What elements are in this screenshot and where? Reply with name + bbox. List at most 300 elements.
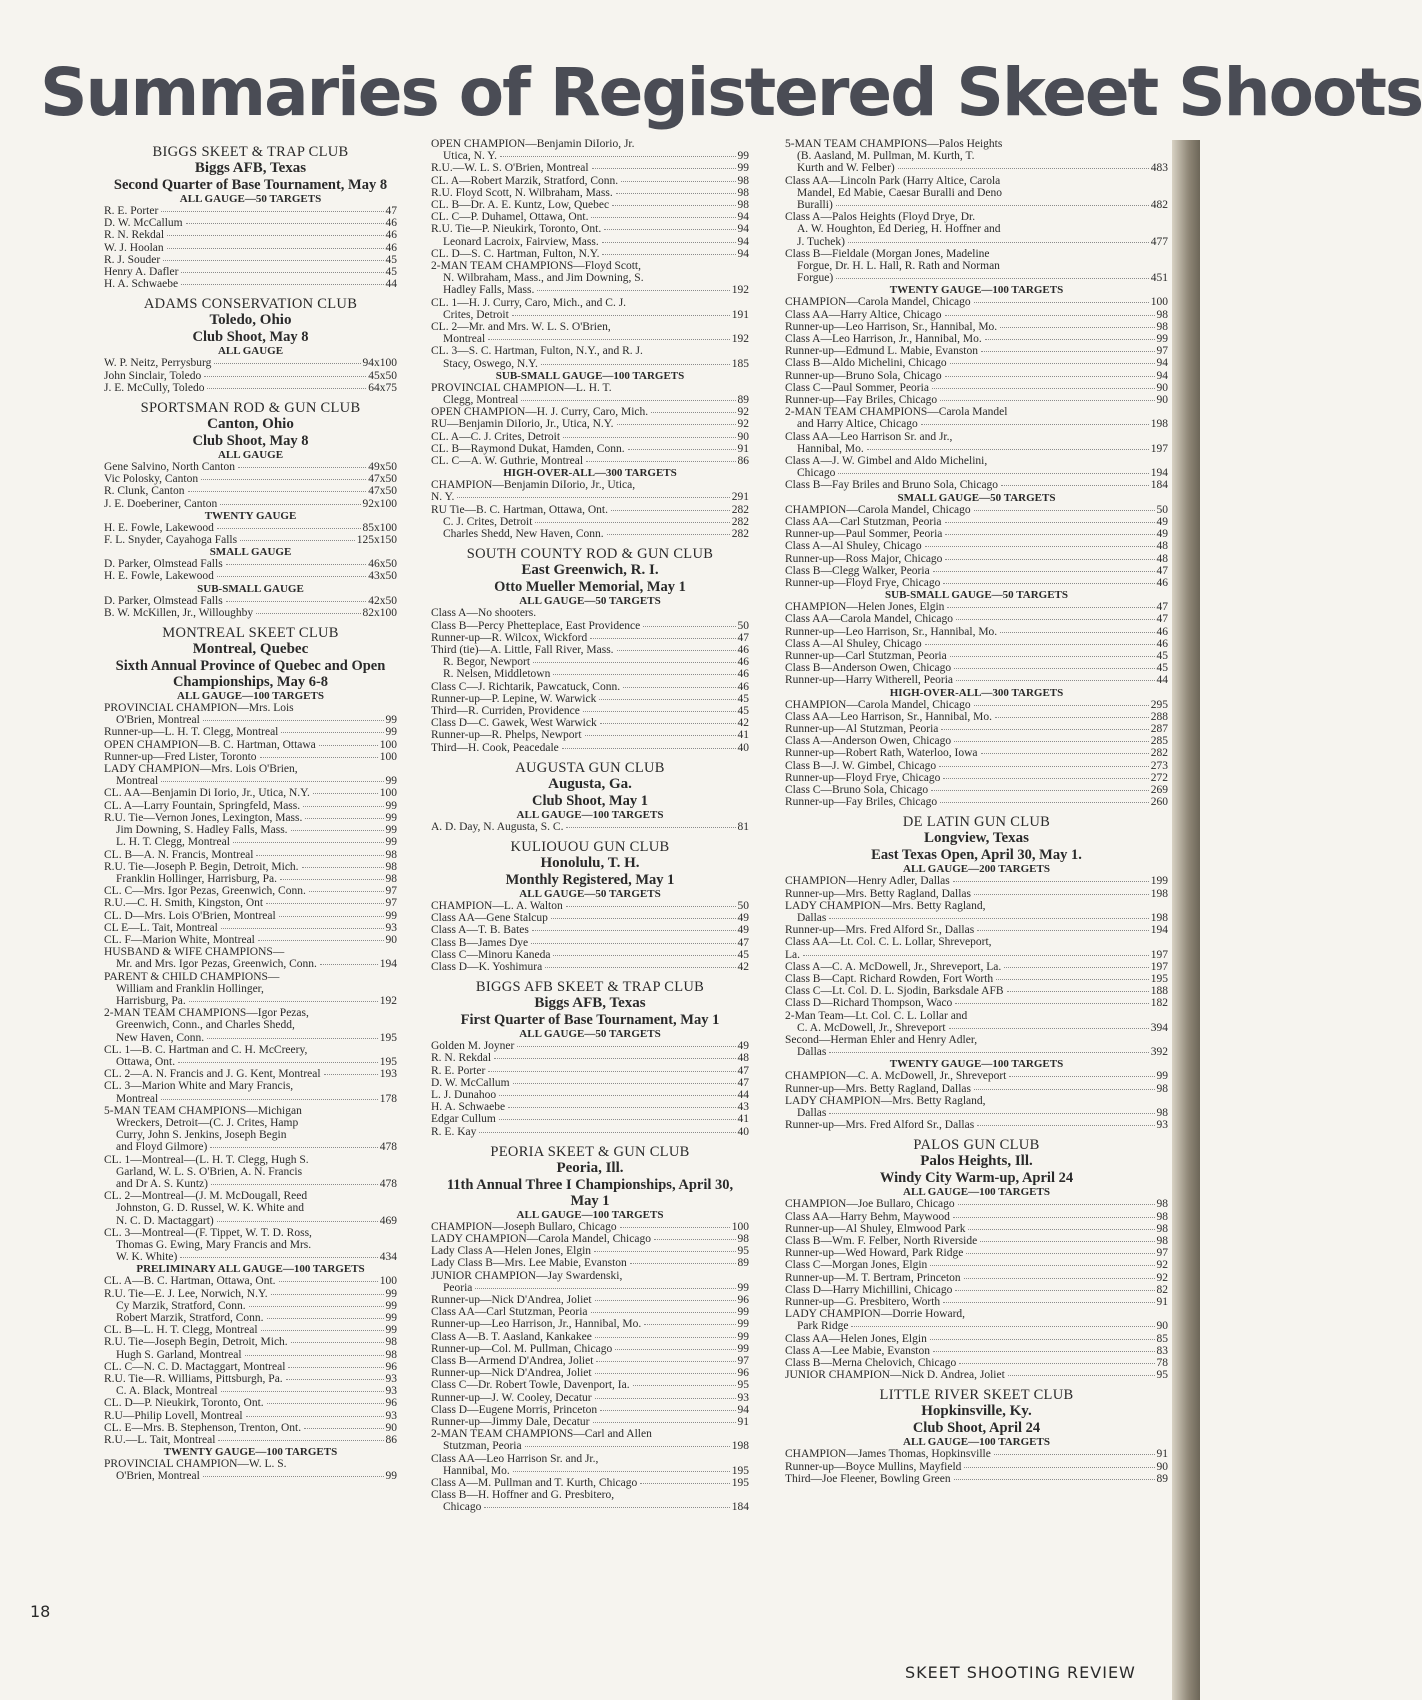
score: 90: [1156, 394, 1168, 407]
dot-leader: [602, 242, 736, 243]
dot-leader: [537, 290, 729, 291]
shooter-name: Class AA—Carl Stutzman, Peoria: [785, 515, 942, 528]
result-line: CL. 3—Marion White and Mary Francis,: [104, 1080, 294, 1093]
shooter-name: CL. B—Raymond Dukat, Hamden, Conn.: [431, 442, 625, 455]
dot-leader: [246, 1416, 384, 1417]
dot-leader: [930, 1339, 1155, 1340]
dot-leader: [836, 205, 1149, 206]
dot-leader: [836, 278, 1149, 279]
score: 44: [385, 278, 397, 291]
shooter-name: CL. D—P. Nieukirk, Toronto, Ont.: [104, 1397, 264, 1410]
result-row: [431, 1101, 749, 1113]
dot-leader: [309, 891, 384, 892]
score: 98: [385, 860, 397, 873]
result-row: [431, 1306, 749, 1318]
shooter-name: CHAMPION—Joe Bullaro, Chicago: [785, 1198, 955, 1211]
shooter-name: Charles Shedd, New Haven, Conn.: [443, 528, 604, 541]
result-line: LADY CHAMPION—Mrs. Lois O'Brien,: [104, 763, 298, 776]
shooter-name: Park Ridge: [797, 1320, 849, 1333]
gauge-category: ALL GAUGE—100 TARGETS: [903, 1436, 1050, 1449]
gauge-category: SUB-SMALL GAUGE—50 TARGETS: [885, 589, 1068, 602]
result-row: [431, 150, 749, 162]
club-name: PEORIA SKEET & GUN CLUB: [490, 1143, 690, 1160]
dot-leader: [319, 745, 378, 746]
shooter-name: Runner-up—Leo Harrison, Sr., Hannibal, Mo.: [785, 625, 998, 638]
score: 99: [385, 824, 397, 837]
dot-leader: [977, 930, 1149, 931]
shooter-name: Dallas: [797, 911, 827, 924]
result-line: JUNIOR CHAMPION—Jay Swardenski,: [431, 1269, 623, 1282]
score: 46: [385, 241, 397, 254]
score: 44: [1156, 674, 1168, 687]
dot-leader: [994, 1454, 1155, 1455]
score: 91: [1156, 1448, 1168, 1461]
shooter-name: OPEN CHAMPION—B. C. Hartman, Ottawa: [104, 738, 316, 751]
result-row: [785, 1320, 1168, 1332]
dot-leader: [221, 1391, 384, 1392]
result-row: [431, 620, 749, 632]
dot-leader: [617, 424, 736, 425]
shooter-name: C. A. McDowell, Jr., Shreveport: [797, 1021, 946, 1034]
result-row: [431, 443, 749, 455]
dot-leader: [245, 1355, 384, 1356]
dot-leader: [981, 753, 1149, 754]
gauge-category: TWENTY GAUGE—100 TARGETS: [163, 1446, 338, 1459]
result-row: [431, 961, 749, 973]
result-row: [431, 1440, 749, 1452]
score: 82x100: [362, 606, 397, 619]
dot-leader: [260, 757, 378, 758]
score: 97: [737, 1355, 749, 1368]
club-section: [431, 979, 749, 1138]
result-row: [785, 540, 1168, 552]
score: 94x100: [362, 357, 397, 370]
club-section: [431, 1144, 749, 1514]
score: 90: [1156, 1460, 1168, 1473]
score: 90: [1156, 1320, 1168, 1333]
dot-leader: [940, 802, 1149, 803]
event-title: Otto Mueller Memorial, May 1: [494, 579, 686, 596]
dot-leader: [591, 217, 735, 218]
club-section: [104, 296, 397, 394]
score: 195: [1150, 972, 1168, 985]
shooter-name: Class C—Lt. Col. D. L. Sjodin, Barksdale AFB: [785, 985, 1004, 998]
shooter-name: Stutzman, Peoria: [443, 1440, 522, 1453]
shooter-name: Third (tie)—A. Little, Fall River, Mass.: [431, 643, 614, 656]
shooter-name: Class AA—Leo Harrison, Sr., Hannibal, Mo.: [785, 710, 992, 723]
result-row: [785, 650, 1168, 662]
dot-leader: [604, 229, 735, 230]
result-row: [431, 309, 749, 321]
event-title: Second Quarter of Base Tournament, May 8: [113, 177, 388, 193]
shooter-name: Class AA—Gene Stalcup: [431, 912, 548, 925]
dot-leader: [595, 1337, 736, 1338]
shooter-name: CHAMPION—Carola Mandel, Chicago: [785, 296, 971, 309]
score: 99: [1156, 333, 1168, 346]
shooter-name: Vic Polosky, Canton: [104, 473, 199, 486]
score: 99: [385, 726, 397, 739]
dot-leader: [525, 1446, 730, 1447]
dot-leader: [931, 790, 1149, 791]
dot-leader: [288, 1367, 383, 1368]
dot-leader: [531, 943, 735, 944]
score: 43x50: [368, 570, 397, 583]
shooter-name: Class D—Eugene Morris, Princeton: [431, 1403, 598, 1416]
dot-leader: [1008, 1375, 1155, 1376]
dot-leader: [595, 1373, 736, 1374]
shooter-name: W. J. Hoolan: [104, 241, 164, 254]
score: 282: [1150, 747, 1168, 760]
club-name: PALOS GUN CLUB: [913, 1137, 1040, 1154]
result-row: [431, 1245, 749, 1257]
dot-leader: [305, 818, 383, 819]
result-row: [431, 656, 749, 668]
score: 282: [731, 528, 749, 541]
shooter-name: Hugh S. Garland, Montreal: [116, 1348, 242, 1361]
dot-leader: [585, 735, 736, 736]
shooter-name: Utica, N. Y.: [443, 150, 497, 163]
result-row: [431, 821, 749, 833]
result-line: Class A—No shooters.: [431, 607, 537, 620]
score: 43: [737, 1101, 749, 1114]
shooter-name: R.U. Tie—R. Williams, Pittsburgh, Pa.: [104, 1373, 283, 1386]
score: 94: [737, 223, 749, 236]
shooter-name: H. A. Schwaebe: [104, 278, 179, 291]
result-row: [785, 772, 1168, 784]
result-row: [785, 747, 1168, 759]
score: 193: [379, 1068, 397, 1081]
score: 49: [1156, 515, 1168, 528]
score: 81: [737, 820, 749, 833]
dot-leader: [651, 412, 735, 413]
score: 198: [731, 1440, 749, 1453]
dot-leader: [954, 668, 1154, 669]
dot-leader: [964, 1278, 1155, 1279]
result-row: [785, 638, 1168, 650]
result-row: [431, 1367, 749, 1379]
result-line: PARENT & CHILD CHAMPIONS—: [104, 970, 280, 983]
result-row: [104, 1361, 397, 1373]
dot-leader: [974, 894, 1149, 895]
result-line: 2-MAN TEAM CHAMPIONS—Floyd Scott,: [431, 260, 642, 273]
dot-leader: [161, 211, 383, 212]
dot-leader: [188, 491, 367, 492]
result-row: [104, 266, 397, 278]
shooter-name: Class A—Lee Mabie, Evanston: [785, 1344, 931, 1357]
dot-leader: [204, 376, 366, 377]
shooter-name: Class D—K. Yoshimura: [431, 960, 543, 973]
score: 291: [731, 491, 749, 504]
shooter-name: CL. E—Mrs. B. Stephenson, Trenton, Ont.: [104, 1421, 302, 1434]
dot-leader: [1004, 967, 1149, 968]
shooter-name: Runner-up—Mrs. Betty Ragland, Dallas: [785, 887, 971, 900]
dot-leader: [553, 674, 735, 675]
result-row: [431, 705, 749, 717]
dot-leader: [943, 583, 1154, 584]
score: 195: [731, 1464, 749, 1477]
club-section: [785, 1387, 1168, 1485]
dot-leader: [633, 1385, 736, 1386]
score: 98: [385, 848, 397, 861]
score: 47: [1156, 613, 1168, 626]
shooter-name: CL E—L. Tait, Montreal: [104, 921, 218, 934]
dot-leader: [266, 903, 383, 904]
result-line: 2-MAN TEAM CHAMPIONS—Carola Mandel: [785, 406, 1008, 419]
gauge-category: SMALL GAUGE: [209, 546, 292, 559]
score: 260: [1150, 796, 1168, 809]
dot-leader: [940, 400, 1154, 401]
dot-leader: [974, 510, 1155, 511]
score: 45x50: [368, 369, 397, 382]
result-line: LADY CHAMPION—Dorrie Howard,: [785, 1308, 966, 1321]
shooter-name: D. Parker, Olmstead Falls: [104, 594, 223, 607]
dot-leader: [615, 1349, 735, 1350]
result-line: HUSBAND & WIFE CHAMPIONS—: [104, 946, 285, 959]
score: 95: [737, 1245, 749, 1258]
score: 47: [737, 631, 749, 644]
shooter-name: Runner-up—Mrs. Fred Alford Sr., Dallas: [785, 1119, 975, 1132]
shooter-name: LADY CHAMPION—Carola Mandel, Chicago: [431, 1232, 651, 1245]
dot-leader: [304, 1428, 383, 1429]
club-location: Hopkinsville, Ky.: [921, 1403, 1032, 1420]
result-row: [431, 162, 749, 174]
result-row: [785, 1296, 1168, 1308]
result-row: [431, 644, 749, 656]
result-row: [431, 1052, 749, 1064]
score: 98: [385, 872, 397, 885]
result-row: [104, 910, 397, 922]
dot-leader: [977, 1125, 1154, 1126]
dot-leader: [320, 964, 378, 965]
result-line: OPEN CHAMPION—Benjamin DiIorio, Jr.: [431, 138, 635, 150]
score: 46: [385, 217, 397, 230]
dot-leader: [279, 1281, 378, 1282]
result-row: [785, 699, 1168, 711]
club-name: DE LATIN GUN CLUB: [902, 814, 1051, 831]
score: 46: [737, 656, 749, 669]
result-row: [785, 613, 1168, 625]
club-location: Honolulu, T. H.: [540, 854, 640, 871]
result-line: 5-MAN TEAM CHAMPIONS—Palos Heights: [785, 138, 1003, 150]
result-row: [104, 787, 397, 799]
dot-leader: [521, 400, 735, 401]
shooter-name: CL. A—Robert Marzik, Stratford, Conn.: [431, 174, 619, 187]
result-row: [785, 236, 1168, 248]
result-row: [785, 1448, 1168, 1460]
result-row: [431, 418, 749, 430]
shooter-name: R.U. Tie—Joseph P. Begin, Detroit, Mich.: [104, 860, 299, 873]
score: 46: [737, 680, 749, 693]
score: 92: [737, 418, 749, 431]
dot-leader: [1000, 327, 1154, 328]
dot-leader: [981, 351, 1154, 352]
score: 195: [731, 1477, 749, 1490]
score: 47: [737, 1076, 749, 1089]
dot-leader: [256, 613, 360, 614]
shooter-name: Runner-up—R. Phelps, Newport: [431, 729, 582, 742]
score: 100: [379, 1275, 397, 1288]
score: 191: [731, 308, 749, 321]
shooter-name: New Haven, Conn.: [116, 1031, 205, 1044]
shooter-name: Chicago: [443, 1501, 482, 1514]
shooter-name: Runner-up—Robert Rath, Waterloo, Iowa: [785, 747, 978, 760]
score: 45: [385, 253, 397, 266]
dot-leader: [214, 363, 360, 364]
result-row: [785, 949, 1168, 961]
shooter-name: Runner-up—Boyce Mullins, Mayfield: [785, 1460, 962, 1473]
dot-leader: [541, 364, 730, 365]
result-row: [104, 473, 397, 485]
shooter-name: Class C—Bruno Sola, Chicago: [785, 783, 929, 796]
shooter-name: Peoria: [443, 1281, 473, 1294]
result-row: [785, 345, 1168, 357]
score: 199: [1150, 875, 1168, 888]
dot-leader: [178, 1062, 378, 1063]
result-row: [431, 504, 749, 516]
result-row: [104, 485, 397, 497]
dot-leader: [167, 235, 383, 236]
result-row: [431, 668, 749, 680]
score: 46x50: [368, 558, 397, 571]
result-row: [785, 296, 1168, 308]
shooter-name: Edgar Cullum: [431, 1113, 496, 1126]
score: 99: [1156, 1070, 1168, 1083]
result-row: [104, 1434, 397, 1446]
result-row: [104, 217, 397, 229]
dot-leader: [607, 534, 730, 535]
result-row: [431, 1126, 749, 1138]
event-title: Club Shoot, April 24: [912, 1420, 1041, 1437]
club-location: Toledo, Ohio: [209, 312, 292, 329]
score: 451: [1150, 272, 1168, 285]
shooter-name: Runner-up—Al Shuley, Elmwood Park: [785, 1222, 966, 1235]
score: 48: [1156, 552, 1168, 565]
dot-leader: [943, 1302, 1154, 1303]
shooter-name: CL. A—Larry Fountain, Springfeld, Mass.: [104, 799, 301, 812]
dot-leader: [974, 705, 1149, 706]
score: 91: [1156, 1296, 1168, 1309]
shooter-name: CL. C—P. Duhamel, Ottawa, Ont.: [431, 211, 589, 224]
score: 99: [385, 811, 397, 824]
club-location: Montreal, Quebec: [192, 641, 309, 658]
score: 99: [385, 909, 397, 922]
dot-leader: [838, 473, 1148, 474]
result-row: [104, 775, 397, 787]
dot-leader: [925, 546, 1155, 547]
result-row: [785, 333, 1168, 345]
shooter-name: Class D—Harry Michillini, Chicago: [785, 1283, 953, 1296]
score: 483: [1150, 162, 1168, 175]
result-row: [431, 199, 749, 211]
dot-leader: [612, 205, 735, 206]
dot-leader: [829, 918, 1148, 919]
score: 96: [385, 1397, 397, 1410]
score: 477: [1150, 235, 1168, 248]
result-line: Class A—J. W. Gimbel and Aldo Michelini,: [785, 455, 988, 468]
shooter-name: Class AA—Carola Mandel, Chicago: [785, 613, 954, 626]
result-line: Johnston, G. D. Russel, W. K. White and: [116, 1202, 304, 1215]
score: 95: [1156, 1369, 1168, 1382]
score: 100: [731, 1220, 749, 1233]
score: 295: [1150, 698, 1168, 711]
score: 99: [737, 1281, 749, 1294]
dot-leader: [161, 781, 383, 782]
score: 86: [737, 455, 749, 468]
shooter-name: Class C—Paul Sommer, Peoria: [785, 381, 929, 394]
result-row: [785, 1369, 1168, 1381]
shooter-name: Runner-up—Floyd Frye, Chicago: [785, 576, 941, 589]
score: 47: [737, 936, 749, 949]
score: 99: [737, 1306, 749, 1319]
shooter-name: Class B—Capt. Richard Rowden, Fort Worth: [785, 972, 994, 985]
score: 99: [385, 1324, 397, 1337]
score: 99: [385, 836, 397, 849]
dot-leader: [933, 1351, 1154, 1352]
dot-leader: [995, 717, 1149, 718]
score: 98: [1156, 1082, 1168, 1095]
dot-leader: [954, 1479, 1155, 1480]
dot-leader: [583, 711, 736, 712]
result-row: [785, 528, 1168, 540]
score: 99: [385, 1299, 397, 1312]
result-row: [104, 873, 397, 885]
shooter-name: Mr. and Mrs. Igor Pezas, Greenwich, Conn.: [116, 958, 317, 971]
result-row: [104, 534, 397, 546]
shooter-name: CHAMPION—James Thomas, Hopkinsville: [785, 1448, 991, 1461]
score: 198: [1150, 911, 1168, 924]
result-row: [431, 236, 749, 248]
result-row: [785, 924, 1168, 936]
club-name: BIGGS SKEET & TRAP CLUB: [152, 144, 349, 160]
shooter-name: O'Brien, Montreal: [116, 714, 200, 727]
column-middle: [431, 138, 749, 1514]
score: 434: [379, 1251, 397, 1264]
score: 90: [737, 430, 749, 443]
shooter-name: N. Y.: [431, 491, 455, 504]
shooter-name: Class A—Al Shuley, Chicago: [785, 540, 922, 553]
dot-leader: [949, 1028, 1149, 1029]
result-line: LADY CHAMPION—Mrs. Betty Ragland,: [785, 899, 986, 912]
shooter-name: R. N. Rekdal: [431, 1052, 492, 1065]
score: 47x50: [368, 473, 397, 486]
shooter-name: Montreal: [116, 775, 159, 788]
shooter-name: C. A. Black, Montreal: [116, 1385, 218, 1398]
result-row: [431, 1343, 749, 1355]
shooter-name: Class B—Aldo Michelini, Chicago: [785, 357, 947, 370]
shooter-name: Runner-up—Carl Stutzman, Peoria: [785, 649, 947, 662]
result-row: [431, 1113, 749, 1125]
shooter-name: Golden M. Joyner: [431, 1040, 515, 1053]
dot-leader: [281, 732, 383, 733]
score: 47: [385, 205, 397, 217]
shooter-name: Runner-up—Nick D'Andrea, Joliet: [431, 1367, 592, 1380]
score: 83: [1156, 1344, 1168, 1357]
result-row: [104, 461, 397, 473]
club-location: Biggs AFB, Texas: [534, 995, 646, 1012]
score: 47: [1156, 564, 1168, 577]
result-line: Curry, John S. Jenkins, Joseph Begin: [116, 1129, 287, 1142]
result-row: [431, 1065, 749, 1077]
shooter-name: Class C—Minoru Kaneda: [431, 948, 551, 961]
result-row: [785, 796, 1168, 808]
score: 47: [737, 1064, 749, 1077]
club-section: [785, 1137, 1168, 1381]
result-row: [104, 1251, 397, 1263]
shooter-name: R. Nelsen, Middletown: [443, 668, 551, 681]
result-row: [431, 1221, 749, 1233]
shooter-name: Runner-up—Mrs. Fred Alford Sr., Dallas: [785, 924, 975, 937]
shooter-name: L. J. Dunahoo: [431, 1088, 497, 1101]
